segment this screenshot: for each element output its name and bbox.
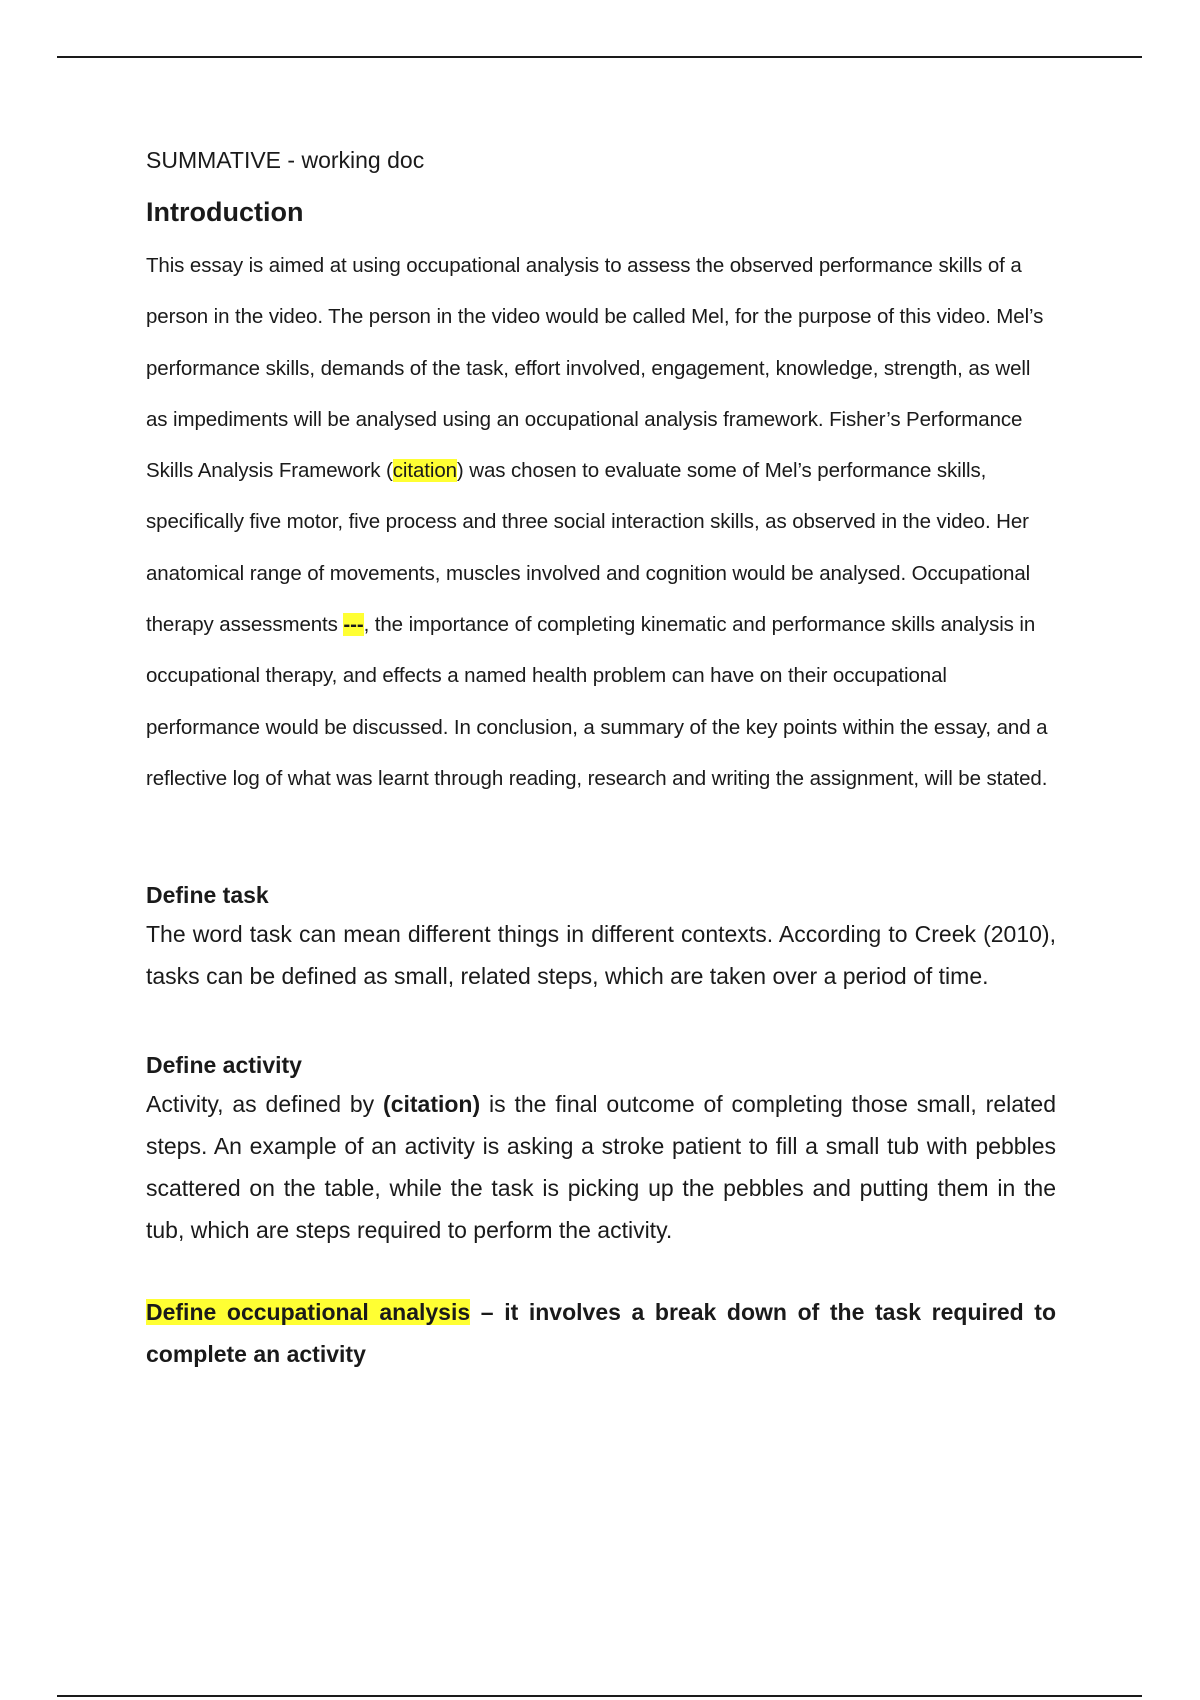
intro-text-part-3: , the importance of completing kinematic and performance skills analysis in occupational therapy, and effects a named health problem can have on their occupational performance would be discussed. In conclusion, a summary of the key points within the essay, and a reflective log of what was learnt through reading, research and writing the assignment, will be stated. — [146, 613, 1048, 790]
intro-text-part-1: This essay is aimed at using occupational analysis to assess the observed performance skills of a person in the video. The person in the video would be called Mel, for the purpose of this video. Mel’s performance skills, demands of the task, effort involved, engagement, knowledge, strength, as well as impediments will be analysed using an occupational analysis framework. Fisher’s Performance Skills Analysis Framework ( — [146, 254, 1044, 483]
citation-highlight: citation — [392, 459, 457, 483]
document-body — [146, 142, 1056, 1375]
occupational-analysis-highlight: Define occupational analysis — [146, 1299, 471, 1326]
introduction-heading: Introduction — [146, 197, 304, 227]
activity-text-part-2: is the final outcome of completing those small, related steps. An example of an activity is asking a stroke patient to fill a small tub with pebbles scattered on the table, while the task is picking up the pebbles and putting them in the tub, which are steps required to perform the activity. — [146, 1091, 1057, 1244]
intro-text-part-2: ) was chosen to evaluate some of Mel’s performance skills, specifically five motor, five process and three social interaction skills, as observed in the video. Her anatomical range of movements, muscles involved and cognition would be analysed. Occupational therapy assessments — [146, 459, 1031, 637]
define-task-paragraph: The word task can mean different things in different contexts. According to Creek (2010), tasks can be defined as small, related steps, which are taken over a period of time. — [146, 921, 1056, 990]
activity-text-part-1: Activity, as defined by — [146, 1091, 384, 1118]
activity-bold-citation: (citation) — [383, 1091, 481, 1118]
define-occupational-analysis-paragraph — [146, 1291, 1056, 1375]
define-activity-heading: Define activity — [146, 1052, 302, 1079]
document-title: SUMMATIVE - working doc — [146, 147, 425, 173]
define-task-heading: Define task — [146, 882, 269, 909]
introduction-paragraph — [146, 240, 1056, 804]
define-activity-paragraph — [146, 1083, 1056, 1251]
top-horizontal-rule — [57, 56, 1142, 58]
placeholder-highlight: --- — [343, 613, 364, 637]
bottom-horizontal-rule — [57, 1695, 1142, 1697]
occupational-analysis-text: – it involves a break down of the task required to complete an activity — [146, 1299, 1056, 1368]
